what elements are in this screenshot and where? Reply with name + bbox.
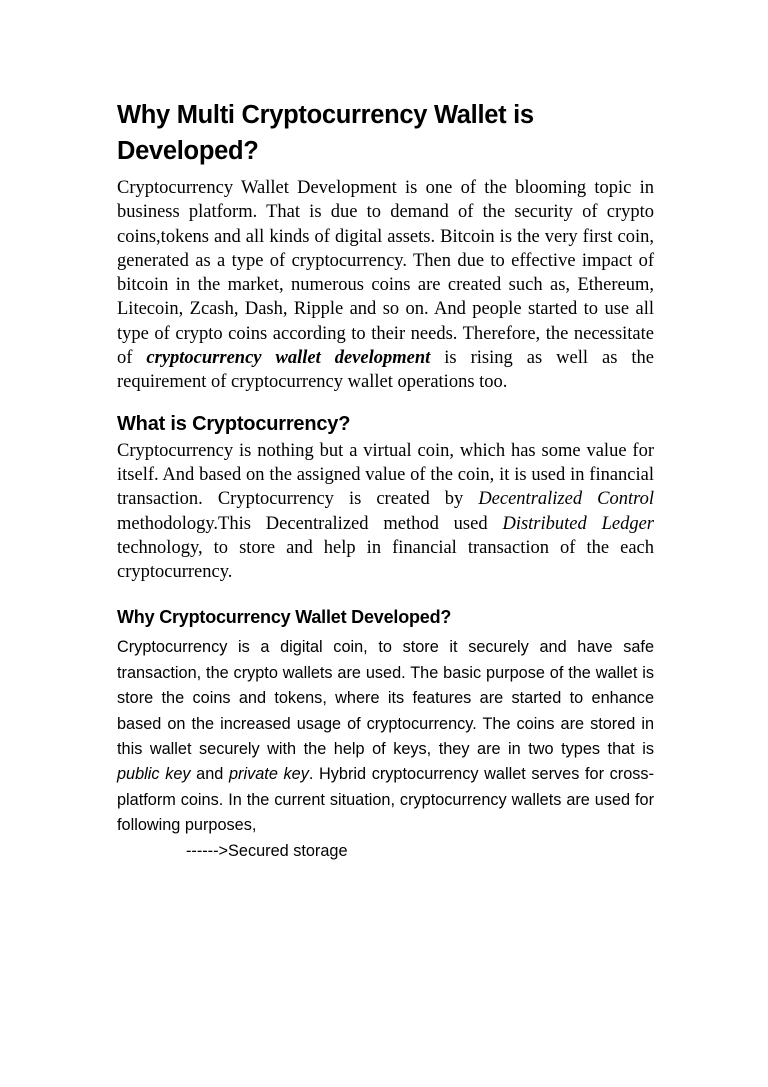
intro-paragraph [117, 176, 654, 395]
why-italic-2: private key [229, 765, 309, 784]
why-text-2: and [190, 765, 229, 784]
why-text-3: . Hybrid cryptocurrency wallet serves for cross-platform coins. In the current situation, cryptocurrency wallets are used for following purposes, [117, 765, 654, 835]
why-italic-1: public key [117, 765, 191, 784]
intro-text-2: is rising as well as the requirement of cryptocurrency wallet operations too. [117, 348, 654, 393]
intro-text-1: Cryptocurrency Wallet Development is one of the blooming topic in business platform. That is due to demand of the security of crypto coins,tokens and all kinds of digital assets. Bitcoin is the very first coin, generated as a type of cryptocurrency. Then due to effective impact of bitcoin in the market, numerous coins are created such as, Ethereum, Litecoin, Zcash, Dash, Ripple and so on. And people started to use all type of crypto coins according to their needs. Therefore, the necessitate of [117, 178, 654, 369]
intro-emphasis: cryptocurrency wallet development [146, 348, 431, 369]
section-heading-why-developed: Why Cryptocurrency Wallet Developed? [117, 607, 452, 628]
what-is-italic-2: Distributed Ledger [502, 513, 654, 534]
what-is-text-1: Cryptocurrency is nothing but a virtual coin, which has some value for itself. And based on the assigned value of the coin, it is used in financial transaction. Cryptocurrency is created by [117, 440, 654, 510]
why-text-1: Cryptocurrency is a digital coin, to store it securely and have safe transaction, the crypto wallets are used. The basic purpose of the wallet is store the coins and tokens, where its features are started to enhance based on the increased usage of cryptocurrency. The coins are stored in this wallet securely with the help of keys, they are in two types that is [117, 638, 654, 759]
what-is-italic-1: Decentralized Control [478, 489, 655, 510]
why-developed-paragraph [117, 635, 654, 838]
document-page [117, 97, 654, 864]
list-item: ------>Secured storage [186, 841, 348, 860]
what-is-text-3: technology, to store and help in financial transaction of the each cryptocurrency. [117, 537, 654, 583]
document-title: Why Multi Cryptocurrency Wallet is Developed? [117, 101, 534, 165]
what-is-paragraph [117, 439, 654, 585]
section-heading-what-is: What is Cryptocurrency? [117, 412, 351, 435]
what-is-text-2: methodology.This Decentralized method used [117, 513, 503, 534]
